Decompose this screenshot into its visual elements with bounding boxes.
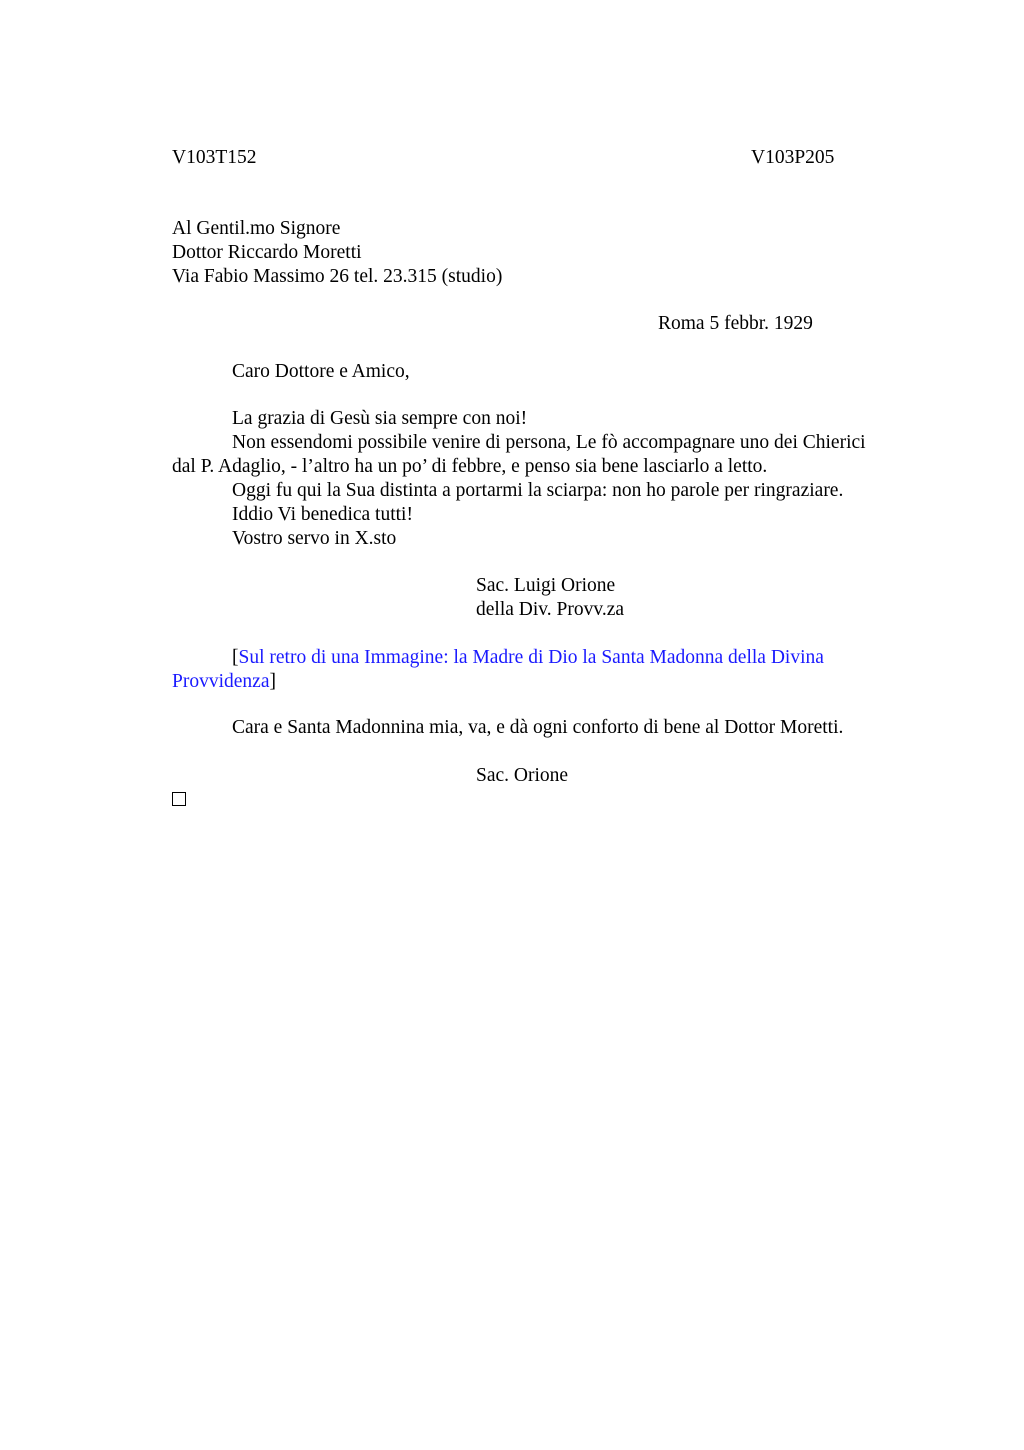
postscript: Cara e Santa Madonnina mia, va, e dà ogni conforto di bene al Dottor Moretti. [232, 717, 844, 738]
address-line-3: Via Fabio Massimo 26 tel. 23.315 (studio) [172, 266, 503, 287]
body-paragraph-1: La grazia di Gesù sia sempre con noi! [232, 408, 528, 429]
editorial-note-line-1 [232, 646, 824, 670]
note-text-line-1: Sul retro di una Immagine: la Madre di Dio la Santa Madonna della Divina [238, 647, 824, 668]
letter-date: Roma 5 febbr. 1929 [658, 313, 813, 334]
note-open-bracket: [ [232, 647, 239, 668]
final-signature: Sac. Orione [476, 765, 569, 786]
body-paragraph-2-line-2: dal P. Adaglio, - l’altro ha un po’ di febbre, e penso sia bene lasciarlo a letto. [172, 456, 768, 477]
salutation: Caro Dottore e Amico, [232, 361, 410, 382]
note-text-line-2: Provvidenza [172, 671, 270, 692]
end-of-document-box [172, 792, 186, 806]
body-paragraph-4: Iddio Vi benedica tutti! [232, 504, 413, 525]
editorial-note-line-2 [172, 670, 276, 694]
signature-line-1: Sac. Luigi Orione [476, 575, 616, 596]
body-paragraph-3: Oggi fu qui la Sua distinta a portarmi la sciarpa: non ho parole per ringraziare. [232, 480, 844, 501]
document-code-left: V103T152 [172, 147, 257, 168]
note-close-bracket: ] [269, 671, 276, 692]
document-code-right: V103P205 [751, 147, 835, 168]
body-paragraph-2-line-1: Non essendomi possibile venire di persona, Le fò accompagnare uno dei Chierici [232, 432, 866, 453]
address-line-2: Dottor Riccardo Moretti [172, 242, 362, 263]
body-paragraph-5: Vostro servo in X.sto [232, 528, 397, 549]
signature-line-2: della Div. Provv.za [476, 599, 625, 620]
address-line-1: Al Gentil.mo Signore [172, 218, 341, 239]
